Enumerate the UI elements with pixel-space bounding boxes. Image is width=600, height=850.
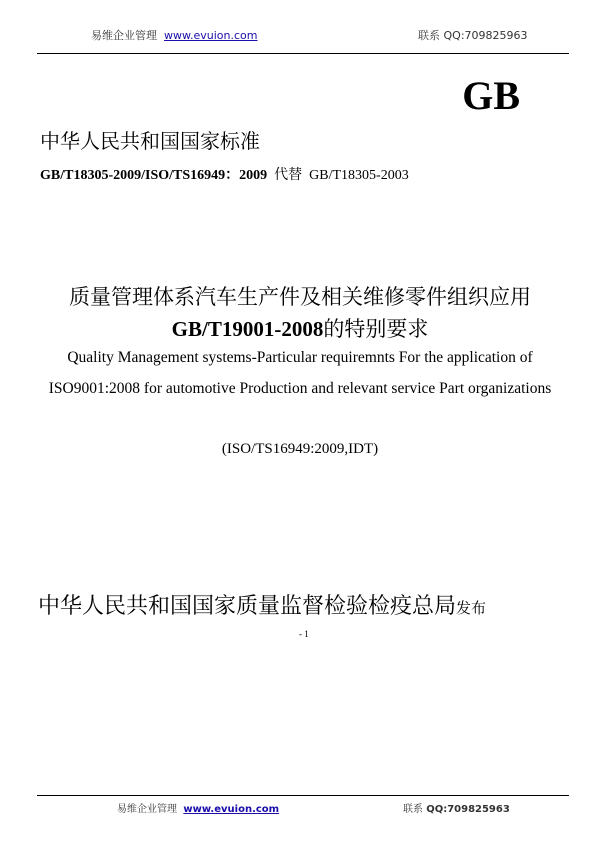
- title-cn-code: GB/T19001-2008: [171, 317, 324, 341]
- header-contact-label: 联系: [418, 29, 440, 42]
- footer-contact-qq: QQ:709825963: [426, 804, 510, 815]
- header-contact-qq: QQ:709825963: [443, 29, 528, 42]
- header-divider: [37, 53, 569, 54]
- footer-site-link[interactable]: www.evuion.com: [183, 804, 280, 815]
- title-cn-line1: 质量管理体系汽车生产件及相关维修零件组织应用: [69, 285, 531, 309]
- title-en-line2: ISO9001:2008 for automotive Production and relevant service Part organizations: [48, 380, 552, 397]
- header-site-link[interactable]: www.evuion.com: [164, 29, 258, 42]
- footer-contact: [403, 800, 510, 815]
- title-cn-line2: [0, 313, 600, 343]
- page-number: - 1: [299, 629, 309, 639]
- standard-category: 中华人民共和国国家标准: [40, 129, 260, 153]
- gb-mark: GB: [462, 73, 520, 118]
- publisher-action: 发布: [456, 599, 487, 617]
- publisher-line: [38, 589, 486, 620]
- header-contact: [418, 27, 528, 43]
- standard-number: GB/T18305-2009/ISO/TS16949：2009: [40, 168, 268, 183]
- footer-site-name: 易维企业管理: [117, 804, 177, 815]
- publisher-name: 中华人民共和国国家质量监督检验检疫总局: [38, 594, 457, 619]
- replaces-number: GB/T18305-2003: [309, 168, 409, 183]
- header-site: [91, 27, 257, 43]
- replaces-label: 代替: [274, 168, 303, 183]
- footer-site: [117, 800, 279, 815]
- title-en-line1: Quality Management systems-Particular requiremnts For the application of: [67, 349, 533, 366]
- footer-divider: [37, 795, 569, 796]
- footer-contact-label: 联系: [403, 804, 423, 815]
- equivalence-note: (ISO/TS16949:2009,IDT): [221, 441, 379, 457]
- title-cn-rest: 的特别要求: [323, 317, 429, 341]
- header-site-name: 易维企业管理: [91, 29, 157, 42]
- standard-number-line: [40, 164, 409, 184]
